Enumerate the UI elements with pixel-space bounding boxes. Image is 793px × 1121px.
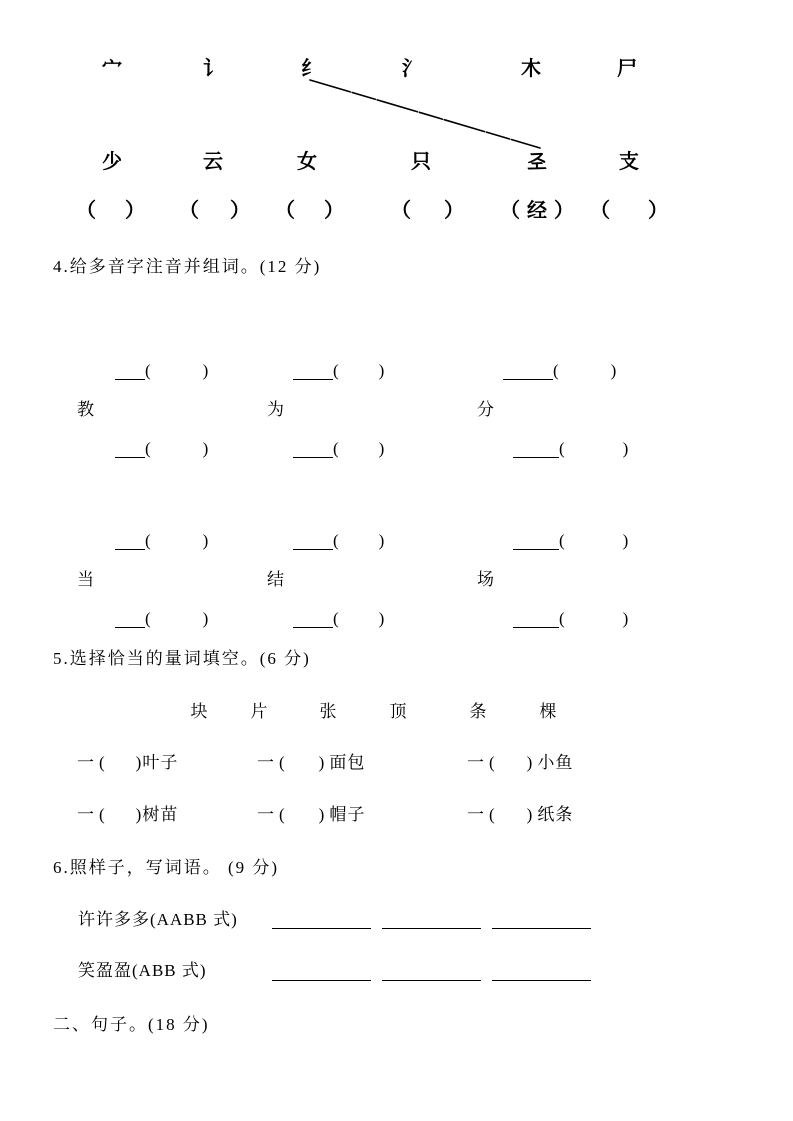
paren-close: )	[622, 531, 629, 550]
pinyin-line	[115, 532, 145, 550]
paren-open: （	[179, 198, 199, 222]
component-char: 𢀖	[527, 149, 547, 173]
paren-open: (	[333, 609, 339, 628]
component-char: 支	[619, 149, 639, 173]
phrase-noun: 面包	[329, 753, 366, 772]
paren-open: (	[145, 609, 151, 628]
polyphone-blank	[293, 607, 384, 631]
measure-word-phrase	[77, 751, 178, 775]
answer-line	[382, 928, 481, 929]
answer-line	[492, 980, 591, 981]
polyphone-blank	[513, 437, 628, 461]
pinyin-line	[513, 532, 559, 550]
component-char: 只	[411, 149, 431, 173]
answer-line	[272, 928, 371, 929]
measure-word-phrase	[467, 803, 573, 827]
component-char: 云	[203, 149, 223, 173]
paren-open: (	[279, 805, 286, 824]
polyphone-blank	[293, 437, 384, 461]
paren-open: (	[489, 805, 496, 824]
measure-word-phrase	[257, 803, 365, 827]
paren-open: （	[391, 198, 411, 222]
radical-char: 尸	[617, 56, 637, 80]
polyphone-blank	[513, 529, 628, 553]
paren-open: （	[590, 198, 610, 222]
paren-close: ）	[648, 198, 668, 222]
component-char: 女	[297, 149, 317, 173]
radical-char: 讠	[203, 56, 223, 80]
paren-close: )	[318, 753, 326, 772]
question-4-title: 4.给多音字注音并组词。(12 分)	[53, 257, 322, 276]
answer-bracket	[500, 197, 574, 223]
numeral: 一	[467, 753, 485, 772]
paren-close: )	[378, 609, 385, 628]
answer-bracket	[179, 197, 250, 223]
paren-open: （	[275, 198, 295, 222]
radical-char: 氵	[402, 56, 422, 80]
answer-line	[492, 928, 591, 929]
polyphone-char: 教	[77, 400, 96, 419]
answer-bracket	[275, 197, 344, 223]
phrase-noun: 帽子	[329, 805, 366, 824]
pinyin-line	[503, 362, 553, 380]
paren-close: )	[378, 439, 385, 458]
paren-close: ）	[324, 198, 344, 222]
phrase-noun: 树苗	[142, 805, 179, 824]
polyphone-blank	[115, 607, 208, 631]
paren-open: （	[500, 198, 520, 222]
phrase-noun: 小鱼	[537, 753, 574, 772]
answer-bracket	[391, 197, 464, 223]
paren-close: ）	[230, 198, 250, 222]
polyphone-blank	[115, 529, 208, 553]
paren-close: )	[135, 753, 143, 772]
radical-char: 宀	[102, 56, 122, 80]
paren-open: (	[559, 609, 565, 628]
pinyin-line	[293, 532, 333, 550]
polyphone-char: 结	[267, 570, 286, 589]
paren-close: )	[622, 609, 629, 628]
pinyin-line	[293, 362, 333, 380]
paren-open: (	[145, 439, 151, 458]
polyphone-char: 为	[267, 400, 286, 419]
polyphone-blank	[503, 359, 616, 383]
paren-close: )	[610, 361, 617, 380]
polyphone-blank	[293, 359, 384, 383]
paren-open: (	[489, 753, 496, 772]
measure-word: 棵	[539, 702, 557, 721]
paren-open: (	[279, 753, 286, 772]
example-word: 笑盈盈(ABB 式)	[78, 961, 207, 980]
pinyin-line	[115, 440, 145, 458]
polyphone-char: 当	[77, 570, 96, 589]
section-2-title: 二、句子。(18 分)	[53, 1015, 210, 1034]
numeral: 一	[77, 753, 95, 772]
polyphone-blank	[115, 437, 208, 461]
paren-close: )	[202, 609, 209, 628]
match-connector-line	[310, 80, 540, 148]
paren-close: )	[378, 531, 385, 550]
polyphone-blank	[513, 607, 628, 631]
component-char: 少	[102, 149, 122, 173]
paren-close: )	[135, 805, 143, 824]
polyphone-blank	[115, 359, 208, 383]
paren-close: )	[318, 805, 326, 824]
pinyin-line	[115, 362, 145, 380]
measure-word: 张	[319, 702, 337, 721]
paren-close: ）	[554, 198, 574, 222]
paren-open: (	[559, 531, 565, 550]
paren-close: ）	[444, 198, 464, 222]
paren-open: （	[76, 198, 96, 222]
pinyin-line	[513, 610, 559, 628]
paren-open: (	[145, 361, 151, 380]
paren-close: )	[378, 361, 385, 380]
phrase-noun: 叶子	[142, 753, 179, 772]
numeral: 一	[257, 753, 275, 772]
example-word: 许许多多(AABB 式)	[78, 910, 238, 929]
answer-bracket	[590, 197, 668, 223]
paren-open: (	[145, 531, 151, 550]
paren-close: )	[202, 531, 209, 550]
measure-word: 块	[190, 702, 208, 721]
polyphone-char: 分	[477, 400, 496, 419]
paren-open: (	[333, 531, 339, 550]
paren-close: )	[202, 361, 209, 380]
pinyin-line	[293, 610, 333, 628]
paren-close: )	[526, 805, 534, 824]
radical-char: 木	[521, 56, 541, 80]
paren-close: )	[622, 439, 629, 458]
paren-close: ）	[125, 198, 145, 222]
paren-open: (	[99, 753, 106, 772]
pinyin-line	[115, 610, 145, 628]
answer-bracket	[76, 197, 145, 223]
measure-word: 顶	[389, 702, 407, 721]
paren-open: (	[99, 805, 106, 824]
measure-word-phrase	[77, 803, 178, 827]
measure-word-phrase	[467, 751, 573, 775]
radical-char: 纟	[301, 56, 321, 80]
question-6-title: 6.照样子，写词语。 (9 分)	[53, 858, 280, 877]
answer-line	[382, 980, 481, 981]
measure-word: 条	[469, 702, 487, 721]
numeral: 一	[467, 805, 485, 824]
answer-filled: 经	[527, 198, 547, 222]
phrase-noun: 纸条	[537, 805, 574, 824]
answer-line	[272, 980, 371, 981]
paren-open: (	[553, 361, 559, 380]
pinyin-line	[293, 440, 333, 458]
paren-close: )	[202, 439, 209, 458]
paren-open: (	[333, 439, 339, 458]
numeral: 一	[257, 805, 275, 824]
numeral: 一	[77, 805, 95, 824]
polyphone-blank	[293, 529, 384, 553]
pinyin-line	[513, 440, 559, 458]
paren-close: )	[526, 753, 534, 772]
polyphone-char: 场	[477, 570, 496, 589]
paren-open: (	[333, 361, 339, 380]
question-5-title: 5.选择恰当的量词填空。(6 分)	[53, 649, 311, 668]
paren-open: (	[559, 439, 565, 458]
measure-word-phrase	[257, 751, 365, 775]
measure-word: 片	[250, 702, 268, 721]
